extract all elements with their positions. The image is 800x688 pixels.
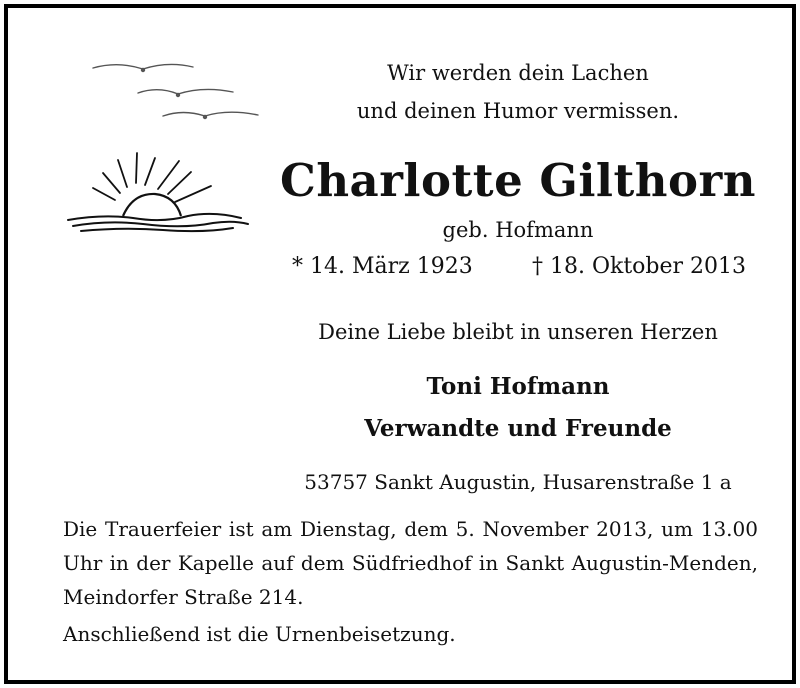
urn-burial-text: Anschließend ist die Urnenbeisetzung.: [63, 622, 456, 646]
funeral-service-text: Die Trauerfeier ist am Dienstag, dem 5. November 2013, um 13.00 Uhr in der Kapelle auf dem Südfriedhof in Sankt Augustin-Menden, Meindorfer Straße 214.: [63, 517, 758, 609]
birth-date: * 14. März 1923: [292, 254, 473, 279]
obituary-frame: [4, 4, 796, 684]
deceased-name: Charlotte Gilthorn: [280, 154, 756, 207]
mourners-relatives: Verwandte und Freunde: [364, 415, 672, 442]
maiden-name: geb. Hofmann: [442, 218, 594, 242]
sea-icon: [68, 214, 248, 231]
mourner-name: Toni Hofmann: [426, 373, 610, 400]
memorial-motto: [308, 54, 728, 130]
death-date: † 18. Oktober 2013: [532, 254, 747, 279]
motto-line-1: Wir werden dein Lachen: [387, 61, 649, 85]
sun-icon: [123, 194, 181, 216]
motto-line-2: und deinen Humor vermissen.: [356, 99, 680, 123]
birds-icon: [93, 64, 258, 116]
tribute-line: Deine Liebe bleibt in unseren Herzen: [318, 320, 718, 344]
mourners-block: [308, 366, 728, 450]
sunset-with-birds-icon: [63, 48, 283, 238]
family-address: 53757 Sankt Augustin, Husarenstraße 1 a: [304, 470, 732, 494]
